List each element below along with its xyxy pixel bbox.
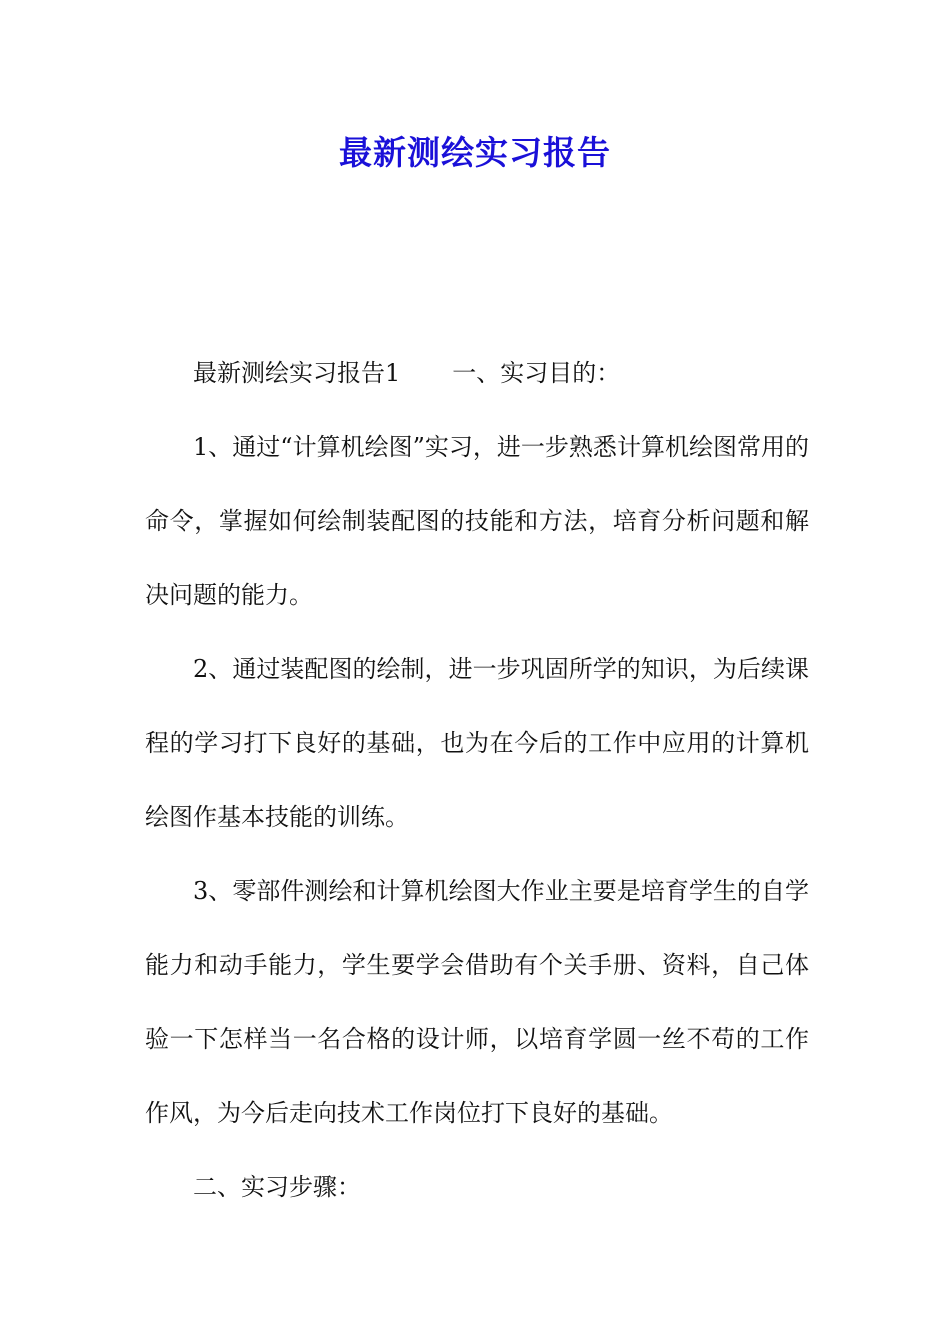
section-heading-purpose: 一、实习目的： (452, 359, 621, 387)
document-title: 最新测绘实习报告 (339, 133, 611, 172)
section-heading-steps: 二、实习步骤： (193, 1173, 361, 1201)
intro-line (145, 336, 809, 410)
document-body (145, 336, 809, 1224)
paragraph-3: 3、零部件测绘和计算机绘图大作业主要是培育学生的自学能力和动手能力，学生要学会借助有个关手册、资料，自己体验一下怎样当一名合格的设计师，以培育学圆一丝不苟的工作作风，为今后走向技术工作岗位打下良好的基础。 (145, 877, 809, 1127)
report-heading: 最新测绘实习报告1 (193, 359, 401, 387)
paragraph-1: 1、通过“计算机绘图”实习，进一步熟悉计算机绘图常用的命令，掌握如何绘制装配图的技能和方法，培育分析问题和解决问题的能力。 (145, 433, 809, 609)
paragraph-2: 2、通过装配图的绘制，进一步巩固所学的知识，为后续课程的学习打下良好的基础，也为在今后的工作中应用的计算机绘图作基本技能的训练。 (145, 655, 809, 831)
